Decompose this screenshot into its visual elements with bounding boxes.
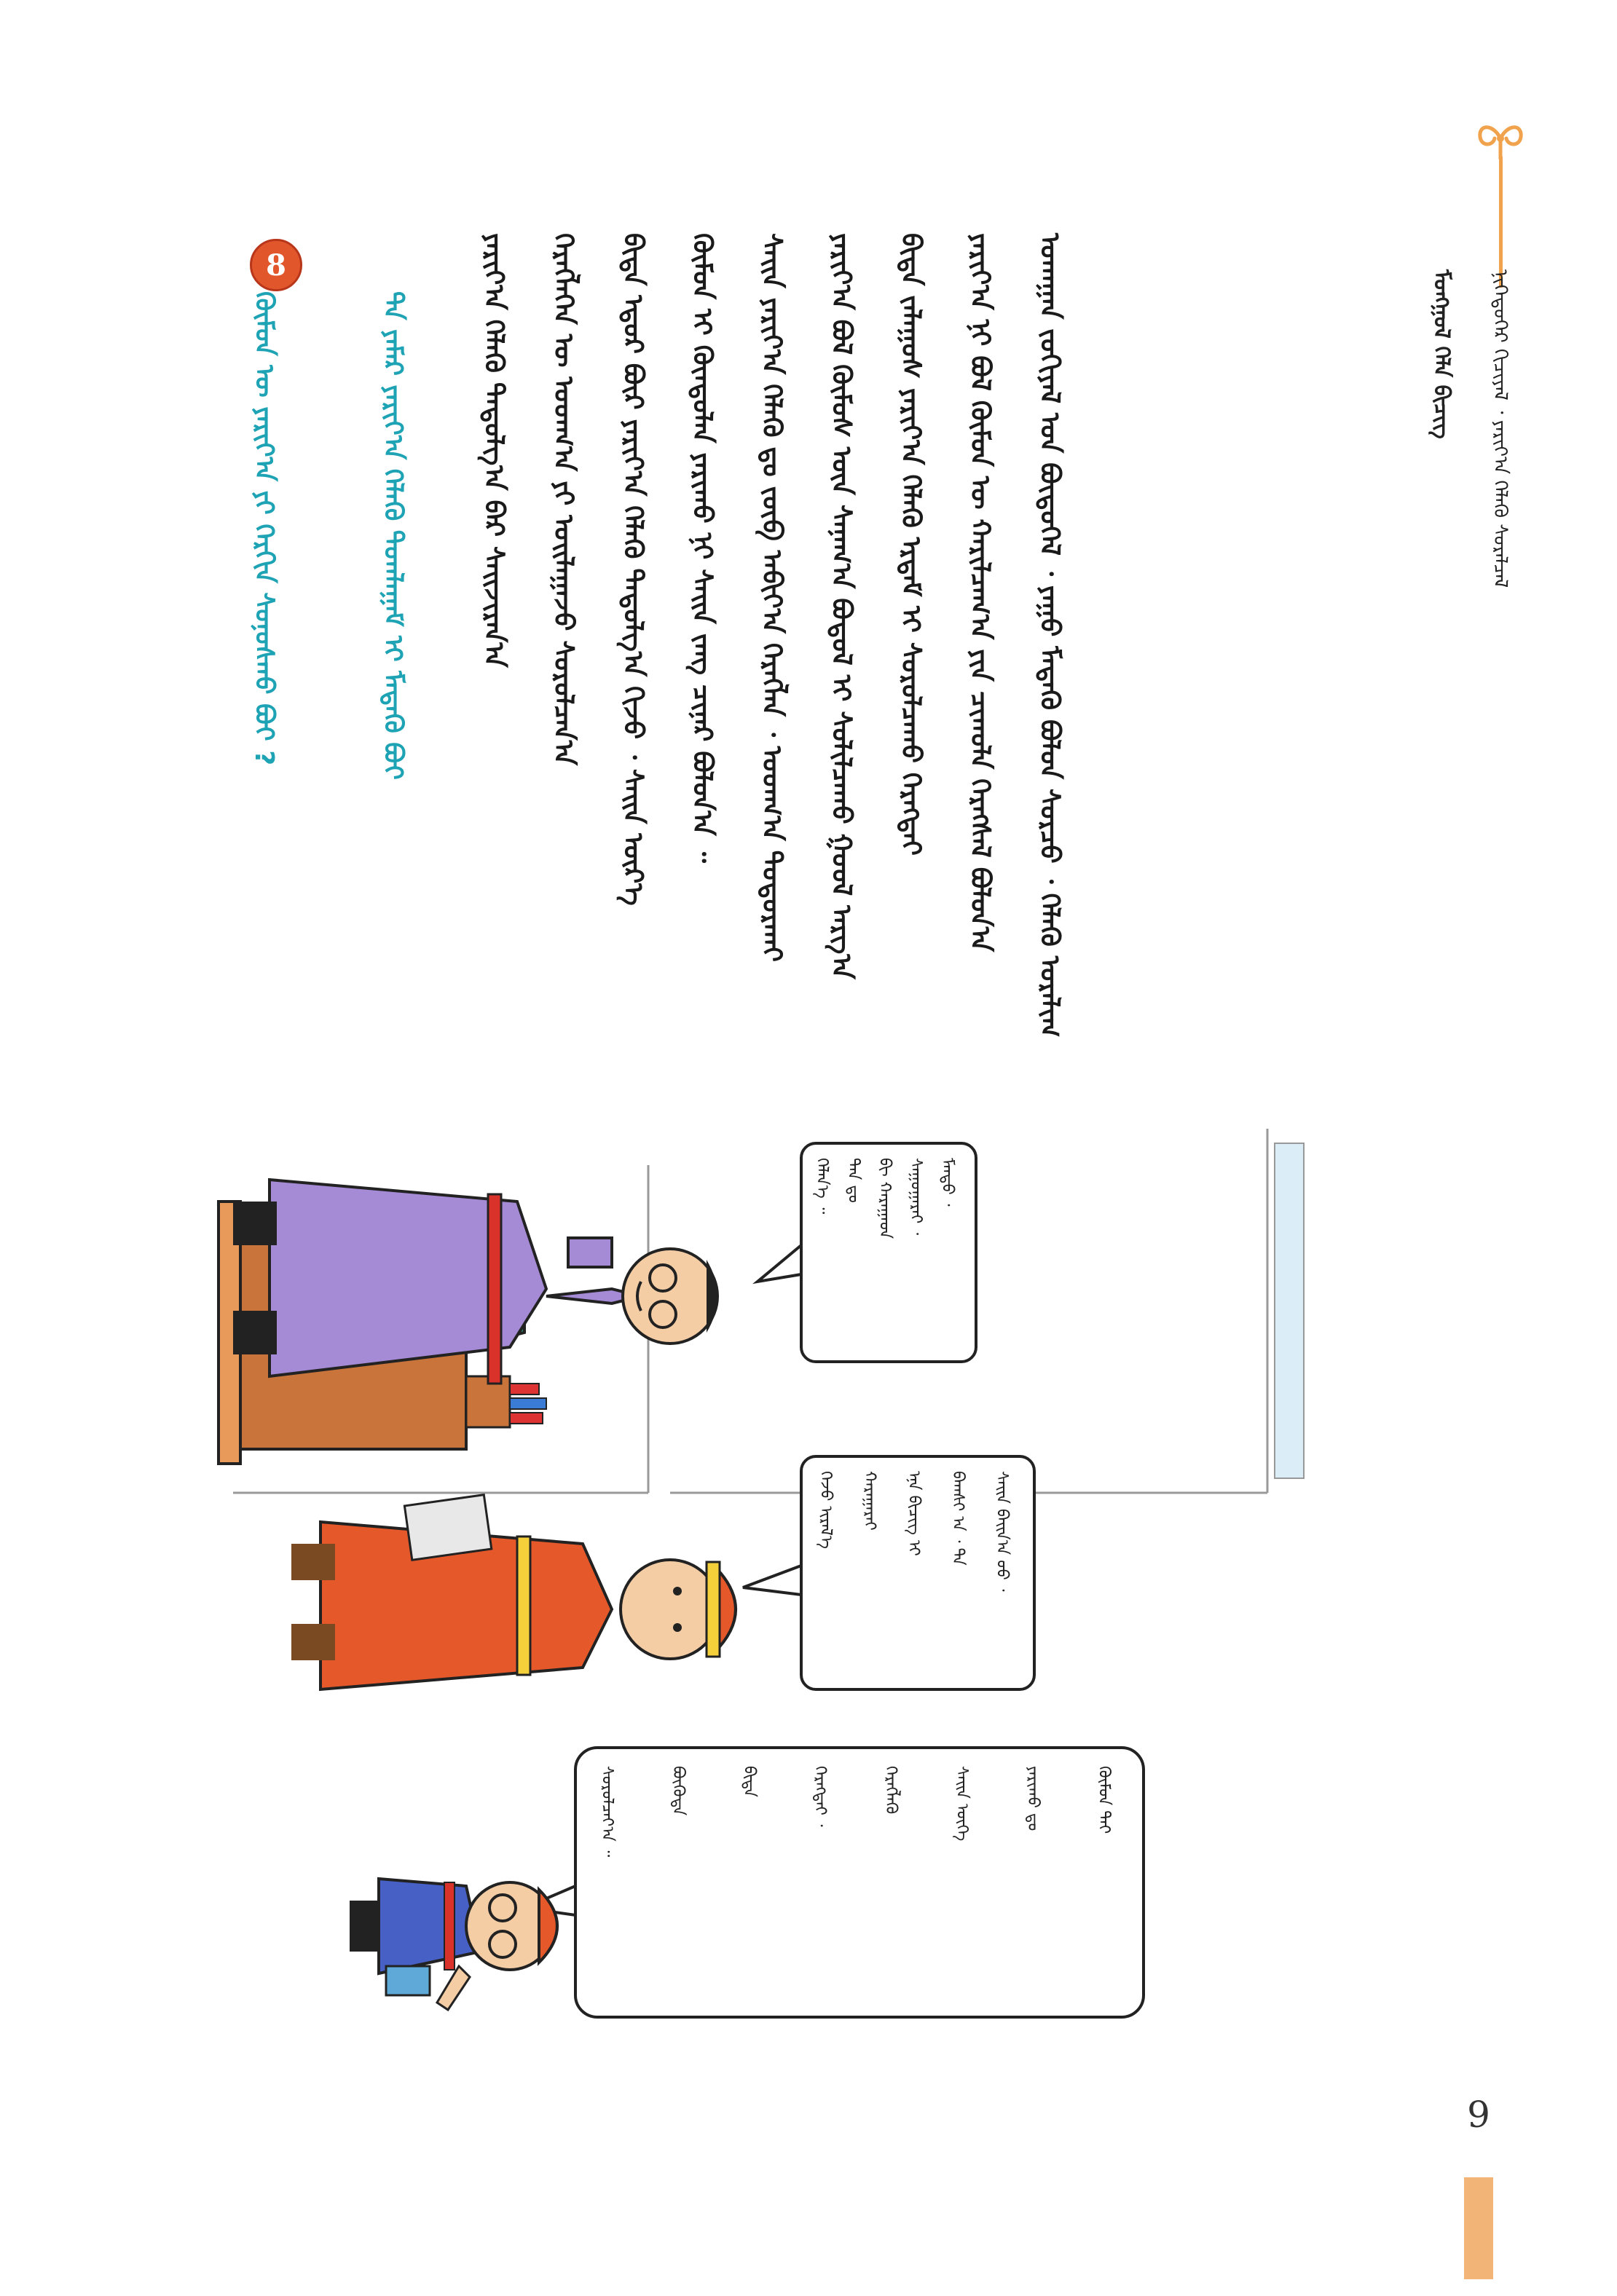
speech-bubble-kid-text bbox=[597, 1766, 1122, 1999]
speech-bubble-teacher-text bbox=[812, 1158, 965, 1347]
page-number: 9 bbox=[1467, 2094, 1490, 2136]
question-number-badge: 8 bbox=[250, 239, 302, 291]
body-line: ᠬᠡᠷᠡᠭᠯᠡᠭᠡᠨ ᠦ ᠤᠳᠬ᠎ᠠ ᠶᠢ ᠣᠢᠯᠠᠭᠠᠵᠤ ᠰᠤᠷᠤᠯᠴᠠᠨ᠎ᠠ bbox=[548, 233, 580, 766]
teacher-figure bbox=[233, 1180, 717, 1384]
office-scene-drawing bbox=[204, 1114, 1311, 1697]
bubble-line: ᠪᠦᠭᠦᠳᠡ bbox=[669, 1766, 688, 1816]
illustration-office-scene bbox=[204, 1114, 1311, 1697]
bubble-line: ᠬᠡᠷᠡᠭᠯᠡᠬᠦ bbox=[881, 1766, 900, 1815]
body-line: ᠪᠢᠳᠡ ᠡᠳᠦᠷ ᠪᠦᠷ ᠶᠠᠷᠢᠶ᠎ᠠ ᠬᠡᠯᠡᠬᠦ ᠳᠠᠳᠤᠯᠭ᠎ᠠ ᠬᠢᠵᠦ ᠂ ᠰᠠᠢᠨ ᠦᠷ᠎ᠡ bbox=[617, 233, 649, 906]
bubble-line: ᠰᠠᠢᠨ ᠪᠠᠢᠨ᠎ᠠ ᠤᠤ ᠂ bbox=[993, 1471, 1011, 1592]
header-ornament-icon bbox=[1464, 117, 1537, 160]
bubble-line: ᠬᠦᠮᠦᠨ ᠲᠡᠢ bbox=[1094, 1766, 1113, 1834]
question-line: ᠬᠦᠮᠦᠨ ᠦ ᠶᠠᠷᠢᠶ᠎ᠠ ᠶᠢ ᠬᠡᠷᠬᠢᠨ ᠰᠣᠨᠣᠰᠬᠤ ᠪᠤᠢ ? bbox=[249, 291, 279, 766]
running-header-title: ᠮᠣᠩᠭᠣᠯ ᠬᠡᠯᠡ ᠪᠢᠴᠢᠭ bbox=[1428, 269, 1455, 439]
bubble-line: ᠲᠠᠨ ᠳᠤ bbox=[844, 1158, 862, 1203]
body-text bbox=[479, 233, 1066, 1078]
bubble-line: ᠰᠤᠷᠤᠯᠴᠠᠶ᠎ᠠ ᠃ bbox=[598, 1766, 616, 1858]
bubble-line: ᠡᠨᠡ ᠪᠢᠴᠢᠭ ᠢ bbox=[905, 1471, 923, 1556]
bubble-line: ᠪᠠᠭᠰᠢ ᠠ ᠂ ᠲᠠ bbox=[948, 1471, 967, 1566]
illustration-kid-scene bbox=[320, 1733, 1165, 2039]
body-line: ᠶᠠᠷᠢᠶ᠎ᠠ ᠬᠡᠯᠡᠬᠦ ᠳᠠᠳᠤᠯᠭ᠎ᠠ ᠪᠠᠷ ᠰᠠᠢᠵᠢᠷᠠᠨ᠎ᠠ bbox=[479, 233, 510, 668]
student-figure bbox=[291, 1495, 736, 1689]
bubble-line: ᠪᠢᠳᠡ bbox=[739, 1766, 758, 1798]
bubble-line: ᠭᠡᠵᠦ ᠢᠷᠡᠯ᠎ᠡ bbox=[817, 1471, 835, 1549]
question-block bbox=[248, 291, 422, 976]
running-header-subtitle: ᠨᠢᠭᠡᠳᠦᠭᠡᠷ ᠬᠢᠴᠢᠶᠡᠯ ᠂ ᠶᠠᠷᠢᠶ᠎ᠠ ᠬᠡᠯᠡᠬᠦ ᠰᠤᠷᠠᠯᠴᠠᠯ bbox=[1489, 269, 1511, 588]
bubble-line: ᠰᠠᠢᠨ ᠦᠭᠡ bbox=[953, 1766, 972, 1842]
bubble-line: ᠬᠡᠷᠡᠭᠲᠡᠢ ᠂ bbox=[811, 1766, 830, 1827]
body-line: ᠰᠠᠢᠨ ᠶᠠᠷᠢᠶ᠎ᠠ ᠬᠡᠯᠡᠬᠦ ᠳᠤ ᠵᠥᠪ ᠠᠪᠢᠶ᠎ᠠ ᠬᠡᠷᠡᠭᠯᠡᠨ ᠂ ᠤᠳᠬ᠎ᠠ ᠲᠣᠳᠣᠷᠬᠠᠢ bbox=[756, 233, 788, 962]
bubble-line: ᠮᠡᠨᠳᠦ ᠂ bbox=[938, 1158, 956, 1207]
body-line: ᠤᠬᠠᠭᠠᠨ ᠵᠣᠬᠢᠶᠠᠯ ᠤᠨ ᠪᠦᠲᠦᠭᠡᠯ ᠂ ᠶᠠᠭᠤ ᠮᠡᠳᠡᠬᠦ ᠪᠣᠯᠤᠨ ᠰᠤᠷᠴᠤ ᠂ ᠬᠡᠯᠡᠬᠦ ᠤᠷᠠᠯᠢᠭ bbox=[1034, 233, 1066, 1038]
body-line: ᠶᠠᠷᠢᠶ᠎ᠠ ᠪᠣᠯ ᠬᠦᠮᠦᠰ ᠦᠨ ᠰᠠᠨᠠᠭ᠎ᠠ ᠪᠣᠳᠤᠯ ᠢ ᠰᠣᠯᠢᠯᠴᠠᠬᠤ ᠭᠣᠤᠯ ᠠᠷᠭ᠎ᠠ bbox=[825, 233, 857, 979]
running-header bbox=[1428, 269, 1511, 867]
header-rule bbox=[1499, 157, 1503, 288]
bubble-line: ᠶᠠᠷᠢᠬᠤ ᠳᠤ bbox=[1023, 1766, 1042, 1831]
body-line: ᠶᠠᠷᠢᠶ᠎ᠠ ᠨᠢ ᠪᠣᠯ ᠬᠦᠮᠦᠨ ᠦ ᠬᠠᠷᠢᠯᠴᠠᠭ᠎ᠠ ᠶᠢᠨ ᠴᠢᠬᠤᠯᠠ ᠬᠡᠷᠡᠭᠰᠡᠯ ᠪᠣᠯᠤᠨ᠎ᠠ bbox=[964, 233, 996, 952]
page-tab bbox=[1464, 2177, 1493, 2279]
kid-figure bbox=[350, 1879, 557, 2010]
bubble-line: ᠬᠡᠯᠡᠨ᠎ᠡ ᠃ bbox=[813, 1158, 831, 1215]
bubble-line: ᠬᠠᠷᠠᠭᠠᠷᠠᠢ bbox=[860, 1471, 879, 1531]
body-line: ᠬᠦᠮᠦᠨ ᠢ ᠬᠦᠨᠳᠦᠯᠡᠨ ᠶᠠᠷᠢᠬᠤ ᠨᠢ ᠰᠠᠢᠨ ᠵᠠᠩ ᠴᠢᠨᠠᠷ ᠪᠣᠯᠤᠨ᠎ᠠ ᠃ bbox=[687, 233, 719, 863]
question-line: ᠲᠠ ᠶᠠᠮᠠᠷ ᠶᠠᠷᠢᠶ᠎ᠠ ᠬᠡᠯᠡᠬᠦ ᠲᠣᠭᠯᠠᠭᠠᠮ ᠢ ᠮᠡᠳᠡᠬᠦ ᠪᠤᠢ bbox=[378, 291, 408, 780]
bubble-line: ᠰᠠᠭᠤᠭᠠᠷᠠᠢ ᠂ bbox=[907, 1158, 925, 1236]
speech-bubble-student-text bbox=[816, 1471, 1020, 1675]
body-line: ᠪᠢᠳᠡ ᠵᠠᠯᠠᠭᠤᠰ ᠶᠠᠷᠢᠶ᠎ᠠ ᠬᠡᠯᠡᠬᠦ ᠡᠷᠳᠡᠮ ᠢ ᠰᠤᠷᠤᠯᠴᠠᠬᠤ ᠬᠡᠷᠡᠭᠲᠡᠢ bbox=[895, 233, 927, 856]
bubble-line: ᠪᠢ ᠬᠠᠷᠠᠭᠠᠳ bbox=[876, 1158, 894, 1239]
